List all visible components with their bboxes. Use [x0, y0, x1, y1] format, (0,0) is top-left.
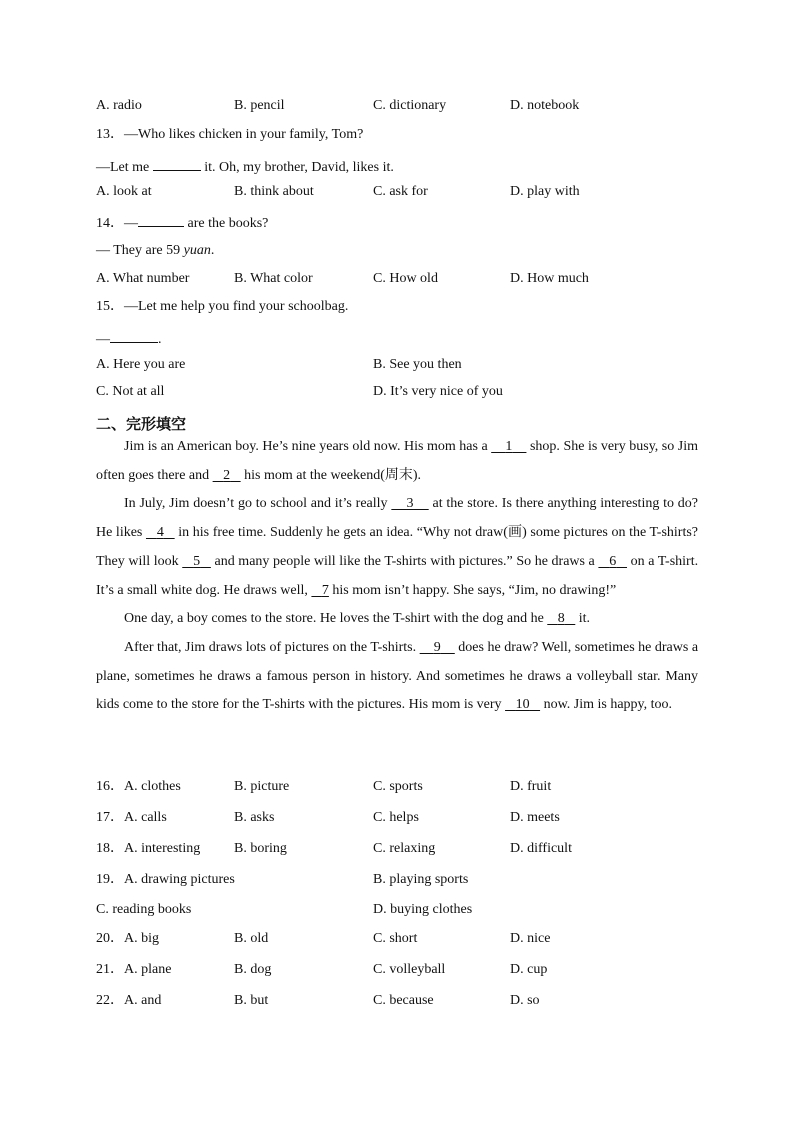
q12-option-a: A. radio — [96, 98, 142, 113]
blank-7: 7 — [321, 582, 329, 598]
q15-line2-a: — — [96, 332, 110, 347]
q16-option-d: D. fruit — [510, 779, 552, 794]
q16-option-b: B. picture — [234, 779, 290, 794]
q18-option-d: D. difficult — [510, 841, 572, 856]
q13-line2-b: it. Oh, my brother, David, likes it. — [204, 160, 394, 175]
q14-stem-a: 14．— — [96, 216, 138, 231]
q15-stem: 15．—Let me help you find your schoolbag. — [96, 299, 349, 314]
q19-option-a: 19．A. drawing pictures — [96, 872, 235, 887]
blank-3: 3 — [406, 496, 414, 512]
q20-option-b: B. old — [234, 931, 269, 946]
q15-option-c: C. Not at all — [96, 384, 165, 399]
p2-text-e: on a T-shirt. It’s a small white dog. He draws well, — [96, 553, 699, 598]
q13-option-d: D. play with — [510, 184, 580, 199]
q14-option-d: D. How much — [510, 271, 589, 286]
p4-text-b: does he draw? Well, sometimes he draws a plane, sometimes he draws a famous person in history. And sometimes he draws a volleyball star. Many kids come to the store for the T-shirts with the pictures. His mom is very — [96, 639, 699, 713]
q14-option-b: B. What color — [234, 271, 313, 286]
q22-option-d: D. so — [510, 993, 540, 1008]
blank-1: 1 — [505, 439, 513, 454]
p1-text-a: Jim is an American boy. He’s nine years old now. His mom has a — [124, 439, 488, 454]
q18-option-a: 18．A. interesting — [96, 841, 201, 856]
q12-option-b: B. pencil — [234, 98, 285, 113]
passage-paragraph-2 — [96, 490, 698, 605]
q22-option-c: C. because — [373, 993, 434, 1008]
q14-line2-a: — They are 59 — [96, 243, 181, 258]
q21-option-d: D. cup — [510, 962, 548, 977]
passage-paragraph-1 — [96, 433, 698, 490]
p1-text-b: shop. She is very busy, so Jim often goes there and — [96, 439, 699, 483]
q12-option-c: C. dictionary — [373, 98, 447, 113]
blank-10: 10 — [515, 697, 530, 713]
q14-stem-b: are the books? — [187, 216, 269, 231]
q17-option-b: B. asks — [234, 810, 275, 825]
q21-option-c: C. volleyball — [373, 962, 446, 977]
q14-line2 — [96, 242, 214, 260]
cloze-passage — [96, 433, 698, 720]
p4-text-a: After that, Jim draws lots of pictures on the T-shirts. — [124, 639, 417, 655]
p2-text-f: his mom isn’t happy. She says, “Jim, no drawing!” — [332, 582, 617, 598]
q15-blank — [110, 328, 158, 343]
p2-text-d: and many people will like the T-shirts with pictures.” So he draws a — [214, 553, 595, 569]
q14-blank — [138, 212, 184, 227]
q13-blank — [153, 156, 201, 171]
q19-option-c: C. reading books — [96, 902, 192, 917]
q13-line2 — [96, 156, 394, 177]
p2-text-a: In July, Jim doesn’t go to school and it’s really — [124, 496, 388, 512]
q19-option-b: B. playing sports — [373, 872, 469, 887]
p3-text-b: it. — [578, 611, 591, 627]
q21-option-b: B. dog — [234, 962, 272, 977]
blank-4: 4 — [156, 525, 164, 541]
q14-line2-italic: yuan — [183, 243, 211, 258]
q15-option-d: D. It’s very nice of you — [373, 384, 503, 399]
q18-option-c: C. relaxing — [373, 841, 436, 856]
q12-option-d: D. notebook — [510, 98, 580, 113]
q15-option-b: B. See you then — [373, 357, 462, 372]
passage-paragraph-3 — [96, 605, 698, 634]
p1-text-c: his mom at the weekend(周末). — [244, 467, 422, 483]
q16-option-a: 16．A. clothes — [96, 779, 181, 794]
p2-text-c: in his free time. Suddenly he gets an idea. “Why not draw(画) some pictures on the T-shirts? They will look — [96, 525, 699, 569]
q22-option-a: 22．A. and — [96, 993, 162, 1008]
q17-option-a: 17．A. calls — [96, 810, 167, 825]
q18-option-b: B. boring — [234, 841, 287, 856]
section-title: 二、完形填空 — [96, 415, 187, 433]
p3-text-a: One day, a boy comes to the store. He loves the T-shirt with the dog and he — [124, 611, 544, 627]
q20-option-a: 20．A. big — [96, 931, 159, 946]
p2-text-b: at the store. Is there anything interesting to do? He likes — [96, 496, 699, 541]
q22-option-b: B. but — [234, 993, 269, 1008]
blank-9: 9 — [433, 639, 441, 655]
blank-5: 5 — [193, 553, 201, 569]
q13-line2-a: —Let me — [96, 160, 150, 175]
blank-6: 6 — [609, 553, 617, 569]
q13-option-a: A. look at — [96, 184, 152, 199]
q14-option-c: C. How old — [373, 271, 438, 286]
q13-option-b: B. think about — [234, 184, 314, 199]
q19-option-d: D. buying clothes — [373, 902, 473, 917]
q17-option-c: C. helps — [373, 810, 419, 825]
blank-8: 8 — [557, 611, 565, 627]
q14-option-a: A. What number — [96, 271, 190, 286]
q14-line2-b: . — [210, 243, 215, 258]
q20-option-c: C. short — [373, 931, 418, 946]
q15-option-a: A. Here you are — [96, 357, 186, 372]
q13-option-c: C. ask for — [373, 184, 428, 199]
p4-text-c: now. Jim is happy, too. — [543, 697, 673, 713]
q13-stem: 13．—Who likes chicken in your family, Tom? — [96, 127, 364, 142]
q21-option-a: 21．A. plane — [96, 962, 172, 977]
q15-line2-b: . — [158, 332, 162, 347]
blank-2: 2 — [223, 467, 231, 483]
q15-line2 — [96, 328, 162, 349]
q14-stem — [96, 212, 268, 233]
q20-option-d: D. nice — [510, 931, 551, 946]
q16-option-c: C. sports — [373, 779, 423, 794]
q17-option-d: D. meets — [510, 810, 560, 825]
passage-paragraph-4 — [96, 634, 698, 720]
